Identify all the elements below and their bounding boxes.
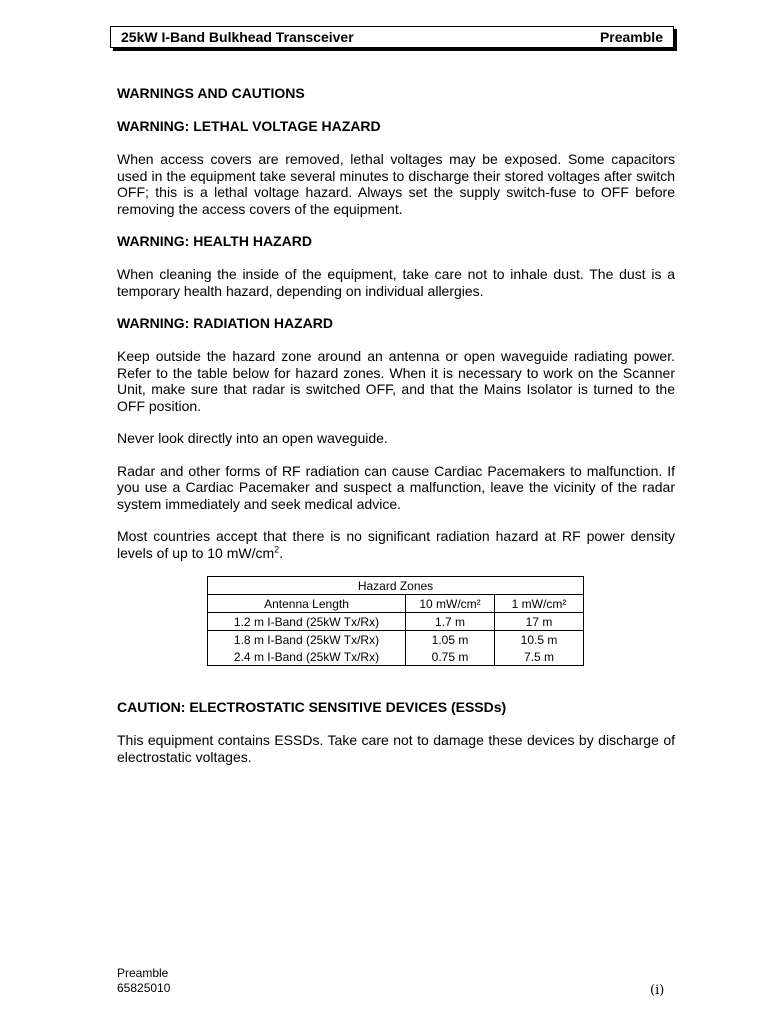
table-cell: 1.05 m: [406, 631, 495, 649]
column-header: 1 mW/cm²: [495, 595, 584, 613]
main-heading: WARNINGS AND CAUTIONS: [117, 85, 305, 101]
table-row: [208, 648, 584, 666]
waveguide-warning-text: Never look directly into an open waveguide.: [117, 430, 388, 446]
hazard-zones-table-wrap: [207, 576, 584, 666]
essd-text: This equipment contains ESSDs. Take care not to damage these devices by discharge of electrostatic voltages.: [117, 732, 675, 765]
lethal-voltage-text: When access covers are removed, lethal voltages may be exposed. Some capacitors used in the equipment take several minutes to discharge their stored voltages after switch OFF; this is a lethal voltage hazard. Always set the supply switch-fuse to OFF before removing the access covers of the equipment.: [117, 151, 675, 217]
table-cell: 10.5 m: [495, 631, 584, 649]
table-caption: Hazard Zones: [208, 577, 584, 595]
power-density-superscript: 2: [274, 543, 280, 554]
hazard-zones-table: [207, 576, 584, 666]
table-cell: 0.75 m: [406, 648, 495, 666]
power-density-main: Most countries accept that there is no significant radiation hazard at RF power density levels of up to 10 mW/cm: [117, 528, 675, 561]
essd-heading: CAUTION: ELECTROSTATIC SENSITIVE DEVICES (ESSDs): [117, 699, 507, 715]
page-header: [110, 26, 674, 48]
document-title: 25kW I-Band Bulkhead Transceiver: [121, 29, 354, 45]
page-number: (i): [650, 983, 665, 998]
radiation-hazard-heading: WARNING: RADIATION HAZARD: [117, 315, 333, 331]
essd-section: [117, 699, 675, 765]
health-hazard-heading: WARNING: HEALTH HAZARD: [117, 233, 312, 249]
footer-doc-number: 65825010: [117, 981, 171, 995]
power-density-text: [117, 528, 675, 561]
page-footer: [117, 966, 170, 996]
column-header: Antenna Length: [208, 595, 406, 613]
table-cell: 2.4 m I-Band (25kW Tx/Rx): [208, 648, 406, 666]
section-title: Preamble: [599, 29, 663, 45]
footer-section: Preamble: [117, 966, 169, 980]
table-cell: 1.8 m I-Band (25kW Tx/Rx): [208, 631, 406, 649]
table-cell: 1.2 m I-Band (25kW Tx/Rx): [208, 613, 406, 631]
power-density-end: .: [279, 544, 284, 561]
lethal-voltage-heading: WARNING: LETHAL VOLTAGE HAZARD: [117, 118, 381, 134]
table-cell: 17 m: [495, 613, 584, 631]
radiation-hazard-text: Keep outside the hazard zone around an antenna or open waveguide radiating power. Refer to the table below for hazard zones. When it is necessary to work on the Scanner Unit, make sure that radar is switched OFF, and that the Mains Isolator is turned to the OFF position.: [117, 348, 675, 414]
table-cell: 7.5 m: [495, 648, 584, 666]
table-row: [208, 613, 584, 631]
main-content: [117, 85, 675, 561]
pacemaker-warning-text: Radar and other forms of RF radiation can cause Cardiac Pacemakers to malfunction. If you use a Cardiac Pacemaker and suspect a malfunction, leave the vicinity of the radar system immediately and seek medical advice.: [117, 462, 675, 512]
table-cell: 1.7 m: [406, 613, 495, 631]
table-row: [208, 631, 584, 649]
health-hazard-text: When cleaning the inside of the equipment, take care not to inhale dust. The dust is a temporary health hazard, depending on individual allergies.: [117, 266, 675, 299]
column-header: 10 mW/cm²: [406, 595, 495, 613]
